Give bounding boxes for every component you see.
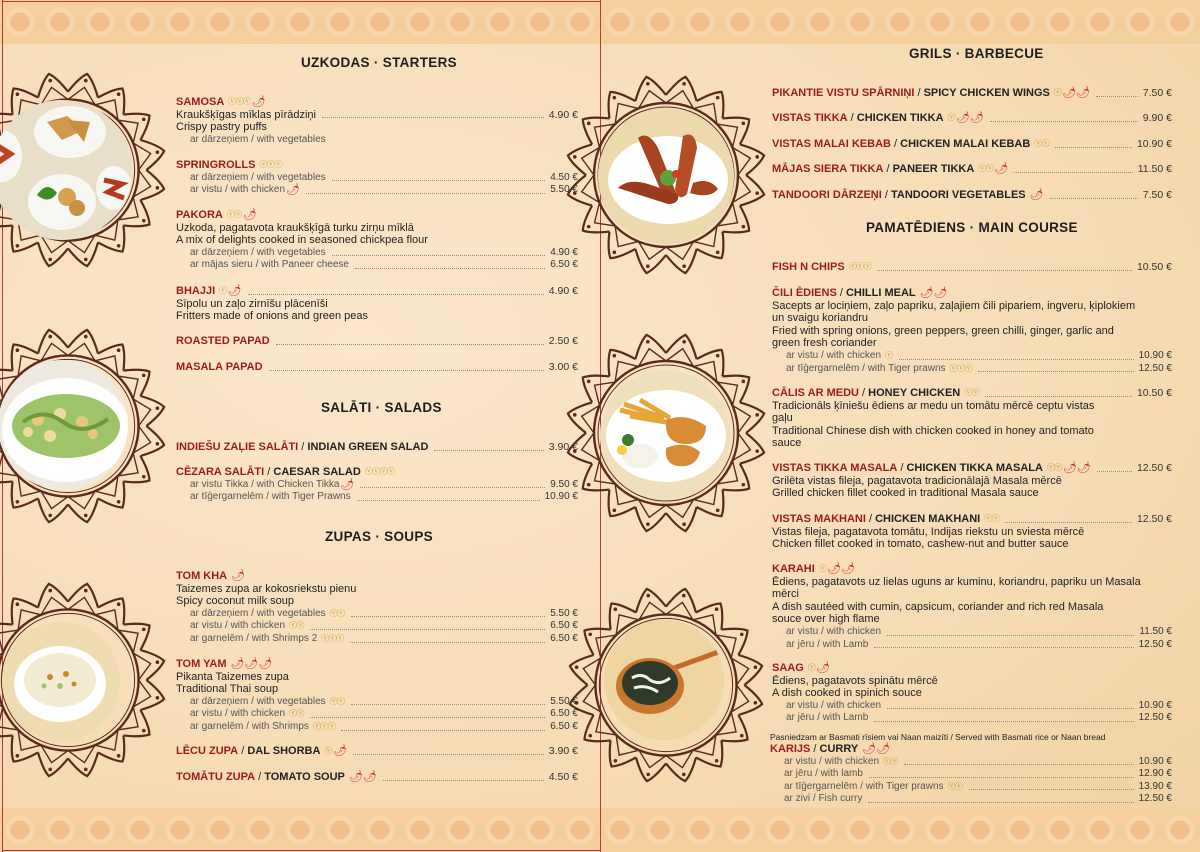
mandala-dot <box>716 251 720 255</box>
option-label: ar vistu / with chicken <box>786 349 882 361</box>
salads-title: SALĀTI · SALADS <box>321 400 442 415</box>
mandala-dot <box>117 244 121 248</box>
mandala-dot <box>142 628 146 632</box>
mandala-dot <box>573 413 577 417</box>
mandala-dot <box>48 514 52 518</box>
item-price: 3.90 € <box>548 745 578 757</box>
menu-item-fish-n-chips: FISH N CHIPS ⓥⓥⓥ 10.50 € <box>772 261 1172 273</box>
mandala-dot <box>613 251 617 255</box>
item-desc-lv: Tradicionāls ķīniešu ēdiens ar medu un tomātu mērcē ceptu vistas gaļu <box>772 399 1095 425</box>
mandala-dot <box>646 82 650 86</box>
item-name: SPRINGROLLS <box>176 159 256 171</box>
option-label: ar jēru / with Lamb <box>786 638 869 650</box>
menu-item-chicken-malai-kebab: VISTAS MALAI KEBAB / CHICKEN MALAI KEBAB ⓥⓥ 10.90 € <box>772 138 1172 150</box>
mandala-dot <box>84 335 88 339</box>
option-price: 6.50 € <box>550 259 578 271</box>
item-desc-en: Spicy coconut milk soup <box>176 595 294 608</box>
option-label: ar dārzeņiem / with vegetables <box>190 171 326 183</box>
item-desc-lv: Grilēta vistas fileja, pagatavota tradicionālajā Masala mērcē <box>772 474 1062 487</box>
item-name-lv: VISTAS TIKKA MASALA <box>772 462 898 474</box>
mandala-dot <box>613 509 617 513</box>
mandala-dot <box>117 500 121 504</box>
mandala-dot <box>48 768 52 772</box>
option-price: 5.50 € <box>550 184 578 196</box>
item-name-en: CHICKEN TIKKA MASALA <box>906 462 1043 474</box>
mandala-dot <box>646 340 650 344</box>
option-label: ar tīģergarnelēm / with Tiger prawns <box>784 780 944 792</box>
menu-item-chilli-meal: ČILI ĒDIENS / CHILLI MEAL 🌶🌶 Sacepts ar lociņiem, zaļo papriku, zaļajiem čili pipariem, ingveru, ķiplokiem un svaigu koriandru Fried with spring onions, green peppers, green chilli, ginger, garlic and green fresh coriander ar vistu / with chicken ⓥ 10.90 € ar tīģergarnelēm / with Tiger prawns ⓥⓥⓥ 12.50 € <box>772 287 1172 374</box>
mandala-dot <box>48 258 52 262</box>
item-price: 9.90 € <box>1142 112 1172 124</box>
mandala-dot <box>142 374 146 378</box>
item-name: TOM YAM <box>176 658 227 670</box>
option-label: ar vistu / with chicken <box>786 625 882 637</box>
option-price: 6.50 € <box>550 708 578 720</box>
item-desc-lv: Pikanta Taizemes zupa <box>176 670 289 683</box>
item-name-lv: PIKANTIE VISTU SPĀRNIŅI <box>772 87 915 99</box>
mandala-dot <box>614 607 618 611</box>
item-price: 11.50 € <box>1137 163 1172 175</box>
chili-icon: 🌶🌶 <box>1062 87 1091 99</box>
item-name: MASALA PAPAD <box>176 361 263 373</box>
option-label: ar vistu / with chicken <box>784 755 880 767</box>
item-name-lv: VISTAS MAKHANI <box>772 513 866 525</box>
chili-icon: 🌶 <box>242 209 257 221</box>
chili-icon: 🌶🌶 <box>1062 462 1091 474</box>
option-label: ar dārzeņiem / with vegetables <box>190 607 326 619</box>
mandala-dot <box>754 701 758 705</box>
chili-icon: 🌶 <box>340 478 355 491</box>
option-price: 6.50 € <box>550 632 578 644</box>
item-price: 3.00 € <box>548 361 578 373</box>
mandala-dot <box>646 594 650 598</box>
mandala-dot <box>755 413 759 417</box>
vegetarian-icon: ⓥⓥⓥ <box>259 160 282 169</box>
mandala-dot <box>646 773 650 777</box>
item-name: ROASTED PAPAD <box>176 335 270 347</box>
menu-item-karahi: KARAHI ⓥ 🌶🌶 Ēdiens, pagatavots uz lielas uguns ar kuminu, koriandru, papriku un Masala mērci A dish sautéed with cumin, capsicum, coriander and rich red Masala souce over high flame ar vistu / with chicken 11.50 € ar jēru / with Lamb 12.50 € <box>772 563 1172 650</box>
chili-icon: 🌶🌶 <box>827 563 856 575</box>
menu-item-samosa <box>176 96 578 146</box>
mandala-dot <box>682 82 686 86</box>
option-price: 5.50 € <box>550 695 578 707</box>
mandala-dot <box>587 225 591 229</box>
menu-item-springrolls <box>176 159 578 197</box>
item-name: TOM KHA <box>176 570 228 582</box>
mandala-dot <box>84 589 88 593</box>
item-name-lv: VISTAS TIKKA <box>772 112 848 124</box>
item-name-en: SPICY CHICKEN WINGS <box>923 87 1050 99</box>
mandala-dot <box>755 191 759 195</box>
item-name-en: CHILLI MEAL <box>845 287 916 299</box>
option-label: ar vistu Tikka / with Chicken Tikka <box>190 478 340 490</box>
option-label: ar jēru / with lamb <box>784 768 863 780</box>
soups-title: ZUPAS · SOUPS <box>325 529 433 544</box>
option-label: ar mājas sieru / with Paneer cheese <box>190 259 349 271</box>
mandala-dot <box>16 348 20 352</box>
menu-item-dal-shorba: LĒCU ZUPA / DAL SHORBA ⓥ 🌶 3.90 € <box>176 745 578 757</box>
menu-item-chicken-tikka: VISTAS TIKKA / CHICKEN TIKKA ⓥ 🌶🌶 9.90 € <box>772 112 1172 124</box>
item-name: BHAJJI <box>176 285 216 297</box>
mandala-dot <box>715 607 719 611</box>
item-name-lv: CĒZARA SALĀTI <box>176 466 265 478</box>
menu-item-honey-chicken: CĀLIS AR MEDU / HONEY CHICKEN ⓥⓥ 10.50 € Tradicionāls ķīniešu ēdiens ar medu un tomātu mērcē ceptu vistas gaļu Traditional Chinese dish with chicken cooked in honey and tomato sauce <box>772 387 1172 450</box>
item-name-en: DAL SHORBA <box>247 745 321 757</box>
menu-item-indian-salad: INDIEŠU ZAĻIE SALĀTI / INDIAN GREEN SALAD 3.90 € <box>176 441 578 453</box>
item-name-lv: ČILI ĒDIENS <box>772 287 837 299</box>
item-desc-lv: Ēdiens, pagatavots spinātu mērcē <box>772 674 938 687</box>
left-page-top-edge <box>2 1 600 2</box>
chili-icon: 🌶 <box>332 745 347 757</box>
chili-icon: 🌶 <box>816 662 831 674</box>
menu-item-masala-papad <box>176 361 578 374</box>
option-price: 4.90 € <box>550 246 578 258</box>
mandala-dot <box>16 602 20 606</box>
mandala-dot <box>740 734 744 738</box>
option-price: 13.90 € <box>1138 780 1172 792</box>
mandala-dot <box>156 150 160 154</box>
option-label: ar garnelēm / with Shrimps 2 <box>190 632 318 644</box>
menu-item-tomato-soup: TOMĀTU ZUPA / TOMATO SOUP 🌶🌶 4.50 € <box>176 771 578 783</box>
mandala-dot <box>16 500 20 504</box>
option-label: ar vistu / with chicken <box>190 620 286 632</box>
item-price: 4.50 € <box>548 771 578 783</box>
mandala-dot <box>117 602 121 606</box>
menu-item-spicy-chicken-wings: PIKANTIE VISTU SPĀRNIŅI / SPICY CHICKEN WINGS ⓥ 🌶🌶 7.50 € <box>772 87 1172 99</box>
curry-photo <box>604 620 724 740</box>
mandala-dot <box>682 773 686 777</box>
mandala-dot <box>740 633 744 637</box>
chili-icon: 🌶 <box>228 570 246 582</box>
starters-title: UZKODAS · STARTERS <box>301 55 457 70</box>
item-name: SAAG <box>772 662 804 674</box>
item-desc-en: Traditional Chinese dish with chicken cooked in honey and tomato sauce <box>772 424 1094 450</box>
item-name-en: CHICKEN TIKKA <box>856 112 944 124</box>
menu-item-tom-yam: TOM YAM 🌶🌶🌶 Pikanta Taizemes zupa Traditional Thai soup ar dārzeņiem / with vegetables ⓥⓥ 5.50 € ar vistu / with chicken ⓥⓥ 6.50 € ar garnelēm / with Shrimps ⓥⓥⓥ 6.50 € <box>176 658 578 732</box>
item-desc-en: Crispy pastry puffs <box>176 121 267 134</box>
mandala-dot <box>588 734 592 738</box>
vegetarian-icon: ⓥⓥⓥ <box>228 97 251 106</box>
barbecue-photo <box>598 108 734 244</box>
option-price: 6.50 € <box>550 720 578 732</box>
option-price: 6.50 € <box>550 620 578 632</box>
option-price: 12.50 € <box>1138 638 1172 650</box>
menu-item-chicken-makhani: VISTAS MAKHANI / CHICKEN MAKHANI ⓥⓥ 12.50 € Vistas fileja, pagatavota tomātu, Indijas riekstu un sviesta mērcē Chicken fillet cooked in tomato, cashew-nut and butter sauce <box>772 513 1172 551</box>
mandala-dot <box>142 729 146 733</box>
item-name-en: INDIAN GREEN SALAD <box>307 441 429 453</box>
soup-photo <box>2 622 120 740</box>
item-name-en: HONEY CHICKEN <box>868 387 961 399</box>
chili-icon: 🌶🌶 <box>345 771 377 783</box>
item-name-en: CURRY <box>819 743 859 755</box>
menu-item-bhajji <box>176 285 578 323</box>
item-price: 4.90 € <box>548 108 578 121</box>
option-price: 12.90 € <box>1138 768 1172 780</box>
option-label: ar vistu / with chicken <box>190 708 286 720</box>
menu-item-pakora <box>176 209 578 272</box>
option-label: ar vistu / with chicken <box>190 184 286 196</box>
mandala-dot <box>588 633 592 637</box>
chili-icon: 🌶 <box>1026 189 1044 201</box>
item-name-lv: LĒCU ZUPA <box>176 745 239 757</box>
option-label: ar tīģergarnelēm / with Tiger prawns <box>786 362 946 374</box>
vegetarian-icon: ⓥⓥ <box>226 210 242 219</box>
mandala-dot <box>742 380 746 384</box>
item-desc-en: A dish cooked in spinich souce <box>772 687 922 700</box>
item-price: 7.50 € <box>1142 87 1172 99</box>
item-desc-lv: Kraukšķīgas mīklas pīrādziņi <box>176 108 316 121</box>
mandala-dot <box>84 514 88 518</box>
mandala-dot <box>587 483 591 487</box>
item-desc-lv: Sīpolu un zaļo zirnīšu plācenīši <box>176 297 328 310</box>
mandala-dot <box>742 225 746 229</box>
item-name-en: TANDOORI VEGETABLES <box>890 189 1026 201</box>
mandala-dot <box>156 406 160 410</box>
option-label: ar dārzeņiem / with vegetables <box>190 246 326 258</box>
item-price: 10.50 € <box>1136 387 1172 399</box>
mandala-dot <box>84 768 88 772</box>
chili-icon: 🌶 <box>227 285 242 297</box>
mandala-dot <box>48 335 52 339</box>
item-desc-lv: Uzkoda, pagatavota kraukšķīgā turku zirņu mīklā <box>176 221 414 234</box>
item-name-lv: INDIEŠU ZAĻIE SALĀTI <box>176 441 299 453</box>
menu-item-roasted-papad <box>176 335 578 348</box>
mandala-dot <box>755 449 759 453</box>
item-desc-lv: Sacepts ar lociņiem, zaļo papriku, zaļajiem čili pipariem, ingveru, ķiplokiem un svaigu koriandru <box>772 299 1136 325</box>
menu-item-tom-kha: TOM KHA 🌶 Taizemes zupa ar kokosriekstu pienu Spicy coconut milk soup ar dārzeņiem / with vegetables ⓥⓥ 5.50 € ar vistu / with chicken ⓥⓥ 6.50 € ar garnelēm / with Shrimps 2 ⓥⓥⓥ 6.50 € <box>176 570 578 644</box>
mandala-dot <box>117 348 121 352</box>
option-price: 5.50 € <box>550 607 578 619</box>
mandala-dot <box>716 96 720 100</box>
item-desc-en: A mix of delights cooked in seasoned chickpea flour <box>176 234 428 247</box>
menu-item-tandoori-vegetables: TANDOORI DĀRZEŅI / TANDOORI VEGETABLES 🌶 7.50 € <box>772 189 1172 201</box>
mandala-dot <box>646 522 650 526</box>
mandala-dot <box>156 660 160 664</box>
mandala-dot <box>742 483 746 487</box>
mandala-dot <box>716 354 720 358</box>
item-desc-en: A dish sautéed with cumin, capsicum, coriander and rich red Masala souce over high flame <box>772 600 1104 626</box>
item-desc-lv: Vistas fileja, pagatavota tomātu, Indijas riekstu un sviesta mērcē <box>772 525 1085 538</box>
chili-icon: 🌶🌶🌶 <box>227 658 273 670</box>
item-name-en: CHICKEN MAKHANI <box>875 513 981 525</box>
mandala-dot <box>84 79 88 83</box>
barbecue-title: GRILS · BARBECUE <box>909 46 1044 61</box>
mandala-dot <box>142 118 146 122</box>
mandala-dot <box>755 155 759 159</box>
option-label: ar garnelēm / with Shrimps <box>190 720 309 732</box>
option-label: ar dārzeņiem / with vegetables <box>190 133 326 145</box>
mandala-dot <box>117 92 121 96</box>
mandala-dot <box>16 754 20 758</box>
option-price: 12.50 € <box>1138 362 1172 374</box>
option-label: ar dārzeņiem / with vegetables <box>190 695 326 707</box>
mandala-dot <box>742 122 746 126</box>
mandala-dot <box>16 92 20 96</box>
item-price: 10.90 € <box>1136 138 1172 150</box>
mandala-dot <box>142 219 146 223</box>
chili-icon: 🌶🌶 <box>859 743 891 755</box>
option-price: 11.50 € <box>1139 625 1172 637</box>
chili-icon: 🌶 <box>994 163 1009 175</box>
item-name-lv: MĀJAS SIERA TIKKA <box>772 163 884 175</box>
item-price: 12.50 € <box>1136 513 1172 525</box>
option-price: 10.90 € <box>544 491 578 503</box>
option-price: 10.90 € <box>1138 349 1172 361</box>
item-desc-en: Chicken fillet cooked in tomato, cashew-nut and butter sauce <box>772 538 1069 551</box>
mandala-dot <box>613 354 617 358</box>
left-page-bottom-edge <box>2 850 600 851</box>
item-desc-en: Fritters made of onions and green peas <box>176 310 369 323</box>
option-price: 12.50 € <box>1138 712 1172 724</box>
item-name-en: CHICKEN MALAI KEBAB <box>900 138 1031 150</box>
option-label: ar jēru / with Lamb <box>786 712 869 724</box>
mandala-dot <box>715 759 719 763</box>
option-price: 9.50 € <box>550 478 578 490</box>
menu-item-caesar-salad: CĒZARA SALĀTI / CAESAR SALAD ⓥⓥⓥⓥ ar vistu Tikka / with Chicken Tikka 🌶 9.50 € ar tīģergarnelēm / with Tiger Prawns 10.90 € <box>176 466 578 503</box>
chili-icon: 🌶 <box>286 184 301 197</box>
menu-item-chicken-tikka-masala: VISTAS TIKKA MASALA / CHICKEN TIKKA MASALA ⓥⓥ 🌶🌶 12.50 € Grilēta vistas fileja, pagatavota tradicionālajā Masala mērcē Grilled chicken fillet cooked in traditional Masala sauce <box>772 462 1172 500</box>
item-name-lv: CĀLIS AR MEDU <box>772 387 859 399</box>
option-price: 4.50 € <box>550 171 578 183</box>
item-name-en: PANEER TIKKA <box>892 163 975 175</box>
item-price: 2.50 € <box>548 335 578 347</box>
mandala-dot <box>682 340 686 344</box>
option-label: ar tīģergarnelēm / with Tiger Prawns <box>190 491 351 503</box>
item-price: 12.50 € <box>1136 462 1172 474</box>
item-desc-en: Traditional Thai soup <box>176 683 279 696</box>
vegetarian-icon: ⓥⓥⓥⓥ <box>364 467 395 476</box>
item-name-lv: KARIJS <box>770 743 811 755</box>
mandala-dot <box>716 509 720 513</box>
menu-item-curry: KARIJS / CURRY 🌶🌶 ar vistu / with chicken ⓥⓥ 10.90 € ar jēru / with lamb 12.90 € ar tīģergarnelēm / with Tiger prawns ⓥⓥ 13.90 € ar zivi / Fish curry 12.50 € <box>770 743 1172 805</box>
item-price: 7.50 € <box>1142 189 1172 201</box>
mandala-dot <box>48 589 52 593</box>
mandala-dot <box>646 264 650 268</box>
mandala-dot <box>156 442 160 446</box>
chili-icon: 🌶🌶 <box>916 287 948 299</box>
item-name: KARAHI <box>772 563 815 575</box>
served-with-note: Pasniedzam ar Basmati rīsiem vai Naan maizīti / Served with Basmati rice or Naan bread <box>770 732 1106 742</box>
option-price: 10.90 € <box>1138 699 1172 711</box>
item-name-en: CAESAR SALAD <box>273 466 361 478</box>
option-price: 12.50 € <box>1138 793 1172 805</box>
mandala-dot <box>587 380 591 384</box>
vegetarian-icon: ⓥ <box>219 286 227 295</box>
option-price: 10.90 € <box>1138 755 1172 767</box>
item-name: FISH N CHIPS <box>772 261 845 273</box>
mandala-dot <box>48 79 52 83</box>
mandala-dot <box>682 264 686 268</box>
item-name-en: TOMATO SOUP <box>264 771 345 783</box>
mandala-dot <box>754 665 758 669</box>
menu-item-saag: SAAG ⓥ 🌶 Ēdiens, pagatavots spinātu mērcē A dish cooked in spinich souce ar vistu / with chicken 10.90 € ar jēru / with Lamb 12.50 € <box>772 662 1172 724</box>
option-label: ar zivi / Fish curry <box>784 793 863 805</box>
item-desc-en: Fried with spring onions, green peppers, green chilli, ginger, garlic and green fresh coriander <box>772 324 1114 350</box>
item-desc-en: Grilled chicken fillet cooked in traditional Masala sauce <box>772 487 1039 500</box>
main-course-photo <box>600 370 730 500</box>
main-course-title: PAMATĒDIENS · MAIN COURSE <box>866 220 1078 235</box>
item-name: PAKORA <box>176 209 223 221</box>
mandala-dot <box>117 754 121 758</box>
salad-photo <box>0 360 128 490</box>
item-name: SAMOSA <box>176 96 225 108</box>
mandala-dot <box>613 96 617 100</box>
mandala-dot <box>156 696 160 700</box>
mandala-dot <box>587 122 591 126</box>
item-desc-lv: Ēdiens, pagatavots uz lielas uguns ar kuminu, koriandru, papriku un Masala mērci <box>772 575 1141 601</box>
chili-icon: 🌶🌶 <box>956 112 984 124</box>
mandala-dot <box>682 594 686 598</box>
mandala-dot <box>84 258 88 262</box>
item-name-lv: VISTAS MALAI KEBAB <box>772 138 891 150</box>
option-label: ar vistu / with chicken <box>786 699 882 711</box>
mandala-dot <box>142 475 146 479</box>
item-name-lv: TOMĀTU ZUPA <box>176 771 256 783</box>
item-price: 4.90 € <box>548 285 578 297</box>
item-name-lv: TANDOORI DĀRZEŅI <box>772 189 882 201</box>
mandala-dot <box>682 522 686 526</box>
chili-icon: 🌶 <box>251 96 266 108</box>
item-price: 3.90 € <box>548 441 578 453</box>
item-desc-lv: Taizemes zupa ar kokosriekstu pienu <box>176 582 357 595</box>
menu-item-paneer-tikka: MĀJAS SIERA TIKKA / PANEER TIKKA ⓥⓥ 🌶 11.50 € <box>772 163 1172 175</box>
mandala-dot <box>156 186 160 190</box>
item-price: 10.50 € <box>1136 261 1172 273</box>
mandala-dot <box>614 759 618 763</box>
mandala-dot <box>16 244 20 248</box>
